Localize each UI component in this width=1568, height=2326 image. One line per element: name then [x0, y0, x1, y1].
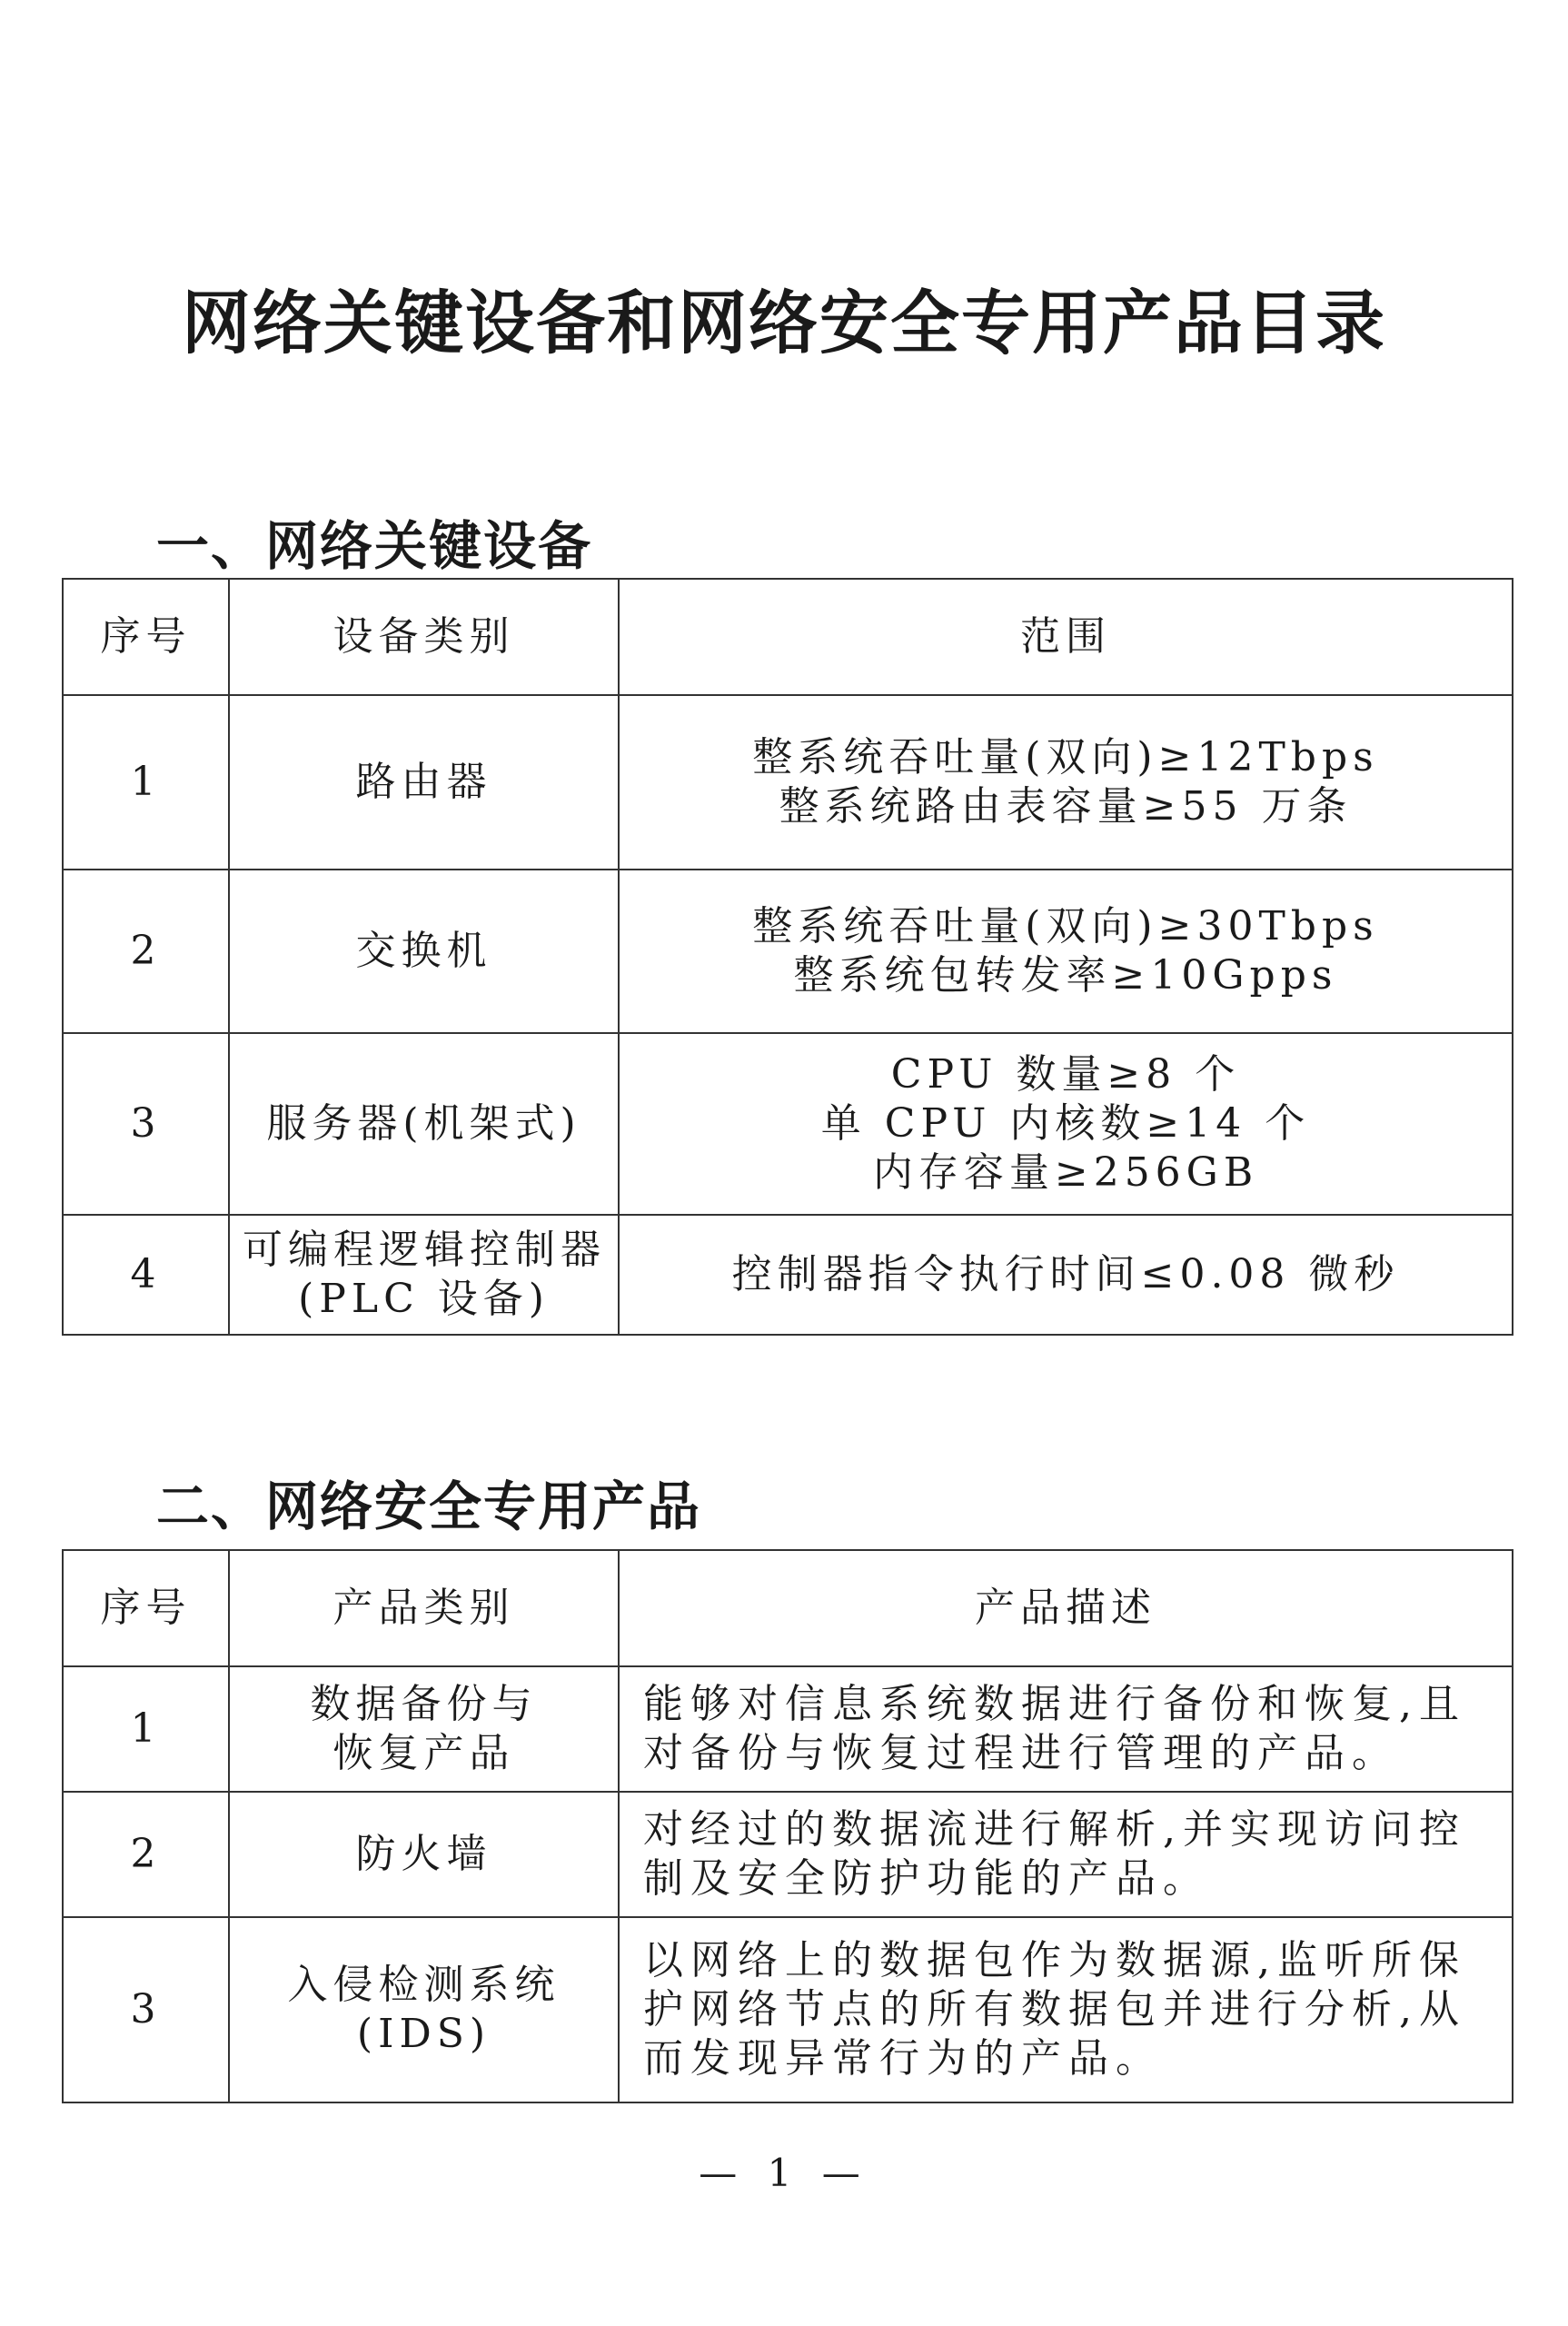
description-cell — [619, 1666, 1513, 1792]
description-cell — [619, 1792, 1513, 1917]
header-serial-number: 序号 — [63, 579, 229, 695]
header-product-category: 产品类别 — [229, 1550, 619, 1666]
category-line: (IDS) — [356, 2011, 491, 2057]
category-cell — [229, 1033, 619, 1215]
scope-line: 整系统包转发率≥10Gpps — [793, 952, 1338, 999]
page-number: — 1 — — [699, 2151, 869, 2195]
serial-number-cell: 3 — [63, 1033, 229, 1215]
category-cell — [229, 1917, 619, 2102]
serial-number-cell: 1 — [63, 1666, 229, 1792]
description-line: 能够对信息系统数据进行备份和恢复,且 — [643, 1681, 1466, 1727]
section-heading-security-products: 二、网络安全专用产品 — [156, 1476, 702, 1538]
serial-number-cell: 2 — [63, 1792, 229, 1917]
description-line: 对经过的数据流进行解析,并实现访问控 — [643, 1806, 1466, 1853]
category-line: 服务器(机架式) — [266, 1100, 581, 1147]
table-row — [63, 1215, 1513, 1335]
header-product-description: 产品描述 — [619, 1550, 1513, 1666]
serial-number-cell: 1 — [63, 695, 229, 870]
serial-number-cell: 2 — [63, 870, 229, 1033]
category-cell — [229, 1215, 619, 1335]
category-cell — [229, 1666, 619, 1792]
category-line: 入侵检测系统 — [287, 1962, 561, 2008]
category-line: 恢复产品 — [332, 1730, 515, 1776]
scope-cell — [619, 870, 1513, 1033]
header-scope: 范围 — [619, 579, 1513, 695]
section-heading-network-equipment: 一、网络关键设备 — [156, 515, 593, 578]
table-row — [63, 1917, 1513, 2102]
category-line: 可编程逻辑控制器 — [243, 1227, 606, 1273]
category-line: (PLC 设备) — [298, 1276, 550, 1322]
category-line: 防火墙 — [355, 1831, 492, 1877]
table-row — [63, 870, 1513, 1033]
table-header-row — [63, 1550, 1513, 1666]
description-line: 制及安全防护功能的产品。 — [643, 1855, 1210, 1902]
serial-number-cell: 3 — [63, 1917, 229, 2102]
serial-number-cell: 4 — [63, 1215, 229, 1335]
category-line: 交换机 — [355, 928, 492, 974]
category-line: 路由器 — [355, 759, 492, 805]
scope-line: 控制器指令执行时间≤0.08 微秒 — [731, 1251, 1400, 1297]
table-row — [63, 1666, 1513, 1792]
scope-cell — [619, 1215, 1513, 1335]
scope-line: 整系统路由表容量≥55 万条 — [779, 783, 1353, 830]
security-products-table — [62, 1549, 1513, 2103]
document-title: 网络关键设备和网络安全专用产品目录 — [182, 282, 1386, 363]
category-cell — [229, 870, 619, 1033]
network-equipment-table — [62, 578, 1513, 1336]
header-serial-number: 序号 — [63, 1550, 229, 1666]
category-cell — [229, 1792, 619, 1917]
description-cell — [619, 1917, 1513, 2102]
scope-line: CPU 数量≥8 个 — [890, 1051, 1241, 1098]
scope-line: 内存容量≥256GB — [872, 1149, 1259, 1196]
description-line: 而发现异常行为的产品。 — [643, 2035, 1163, 2082]
description-line: 以网络上的数据包作为数据源,监听所保 — [643, 1937, 1466, 1983]
scope-cell — [619, 1033, 1513, 1215]
scope-line: 单 CPU 内核数≥14 个 — [820, 1100, 1311, 1147]
header-equipment-category: 设备类别 — [229, 579, 619, 695]
scope-line: 整系统吞吐量(双向)≥30Tbps — [752, 903, 1379, 949]
table-header-row — [63, 579, 1513, 695]
table-row — [63, 1033, 1513, 1215]
category-line: 数据备份与 — [310, 1681, 538, 1727]
scope-cell — [619, 695, 1513, 870]
description-line: 对备份与恢复过程进行管理的产品。 — [643, 1730, 1399, 1776]
description-line: 护网络节点的所有数据包并进行分析,从 — [643, 1986, 1466, 2033]
scope-line: 整系统吞吐量(双向)≥12Tbps — [752, 734, 1379, 780]
category-cell — [229, 695, 619, 870]
table-row — [63, 695, 1513, 870]
table-row — [63, 1792, 1513, 1917]
